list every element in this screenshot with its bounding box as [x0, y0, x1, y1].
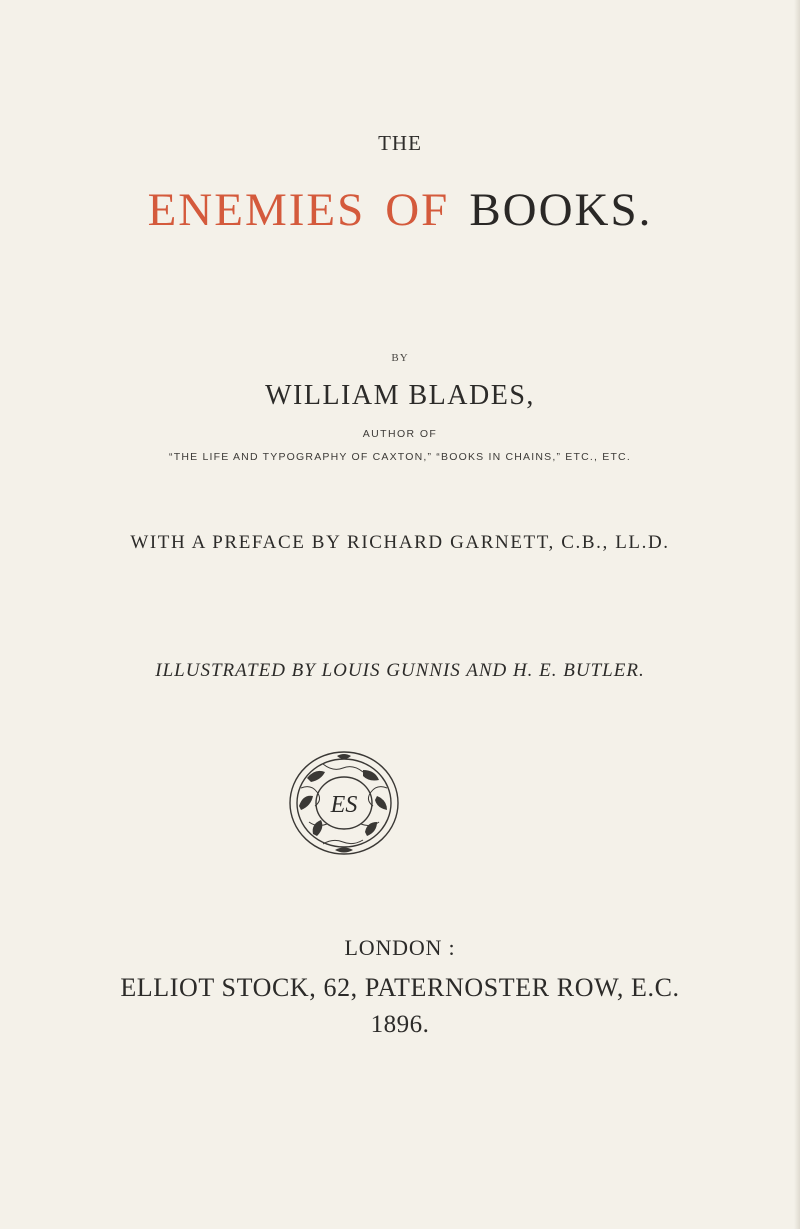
- title-word-books: BOOKS.: [469, 184, 653, 236]
- preface-credit: WITH A PREFACE BY RICHARD GARNETT, C.B., LL.D.: [130, 532, 670, 553]
- publication-city: LONDON :: [344, 935, 456, 960]
- publication-year: 1896.: [370, 1011, 430, 1038]
- illustrator-credit: ILLUSTRATED BY LOUIS GUNNIS AND H. E. BUTLER.: [155, 660, 645, 681]
- title-word-of: OF: [385, 184, 450, 236]
- title-word-enemies: ENEMIES: [147, 184, 366, 236]
- publisher-line: ELLIOT STOCK, 62, PATERNOSTER ROW, E.C.: [120, 973, 680, 1002]
- author-name: WILLIAM BLADES,: [265, 380, 535, 411]
- previous-works: “THE LIFE AND TYPOGRAPHY OF CAXTON,” “BOOKS IN CHAINS,” ETC., ETC.: [169, 451, 631, 463]
- by-label: BY: [391, 352, 409, 364]
- author-of-label: AUTHOR OF: [362, 428, 438, 440]
- svg-text:ES: ES: [330, 792, 358, 818]
- book-title: [0, 183, 800, 237]
- title-article: THE: [378, 131, 422, 155]
- printers-device-emblem: [287, 748, 401, 858]
